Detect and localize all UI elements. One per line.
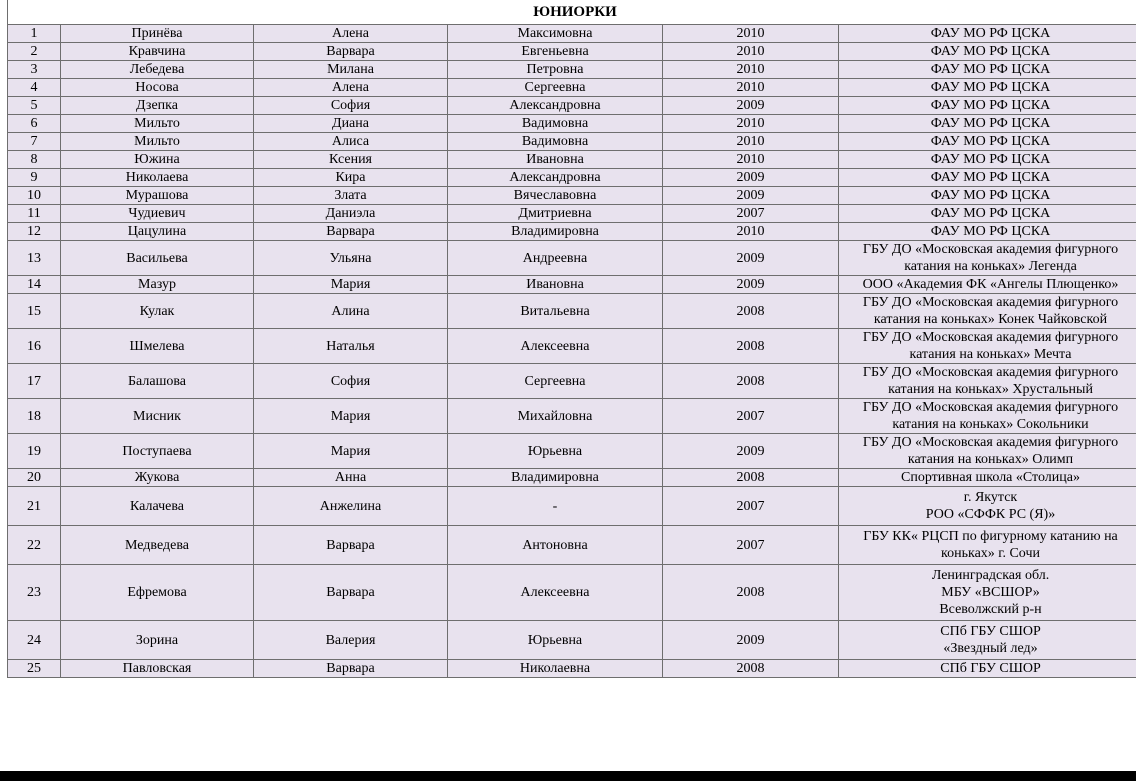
club-cell [839,399,1136,434]
row-number: 24 [8,621,61,660]
table-row [8,565,1136,621]
patronymic-cell: Андреевна [448,241,663,276]
club-cell [839,205,1136,223]
row-number: 20 [8,469,61,487]
name-cell: Даниэла [254,205,448,223]
club-line: катания на коньках» Сокольники [892,417,1089,432]
name-cell: Алена [254,79,448,97]
club-line: ГБУ ДО «Московская академия фигурного [862,295,1119,310]
row-number: 25 [8,660,61,678]
juniors-table [7,0,1136,678]
surname-cell: Мазур [61,276,254,294]
patronymic-cell: Антоновна [448,526,663,565]
patronymic-cell: Сергеевна [448,79,663,97]
club-cell [839,97,1136,115]
table-row [8,660,1136,678]
name-cell: Варвара [254,565,448,621]
row-number: 17 [8,364,61,399]
row-number: 14 [8,276,61,294]
row-number: 15 [8,294,61,329]
patronymic-cell: Михайловна [448,399,663,434]
name-cell: Кира [254,169,448,187]
birth-year-cell: 2010 [663,151,839,169]
title-row [8,0,1136,25]
name-cell: Варвара [254,660,448,678]
name-cell: Валерия [254,621,448,660]
club-cell [839,276,1136,294]
club-cell [839,565,1136,621]
birth-year-cell: 2009 [663,169,839,187]
club-line: ГБУ ДО «Московская академия фигурного [862,330,1119,345]
birth-year-cell: 2009 [663,187,839,205]
club-cell [839,187,1136,205]
row-number: 22 [8,526,61,565]
surname-cell: Жукова [61,469,254,487]
name-cell: Злата [254,187,448,205]
surname-cell: Васильева [61,241,254,276]
club-line: катания на коньках» Олимп [907,452,1074,467]
table-row [8,329,1136,364]
name-cell: Милана [254,61,448,79]
surname-cell: Павловская [61,660,254,678]
name-cell: Алена [254,25,448,43]
birth-year-cell: 2010 [663,223,839,241]
club-line: ГБУ ДО «Московская академия фигурного [862,365,1119,380]
club-line: ФАУ МО РФ ЦСКА [930,44,1051,59]
club-line: катания на коньках» Хрустальный [888,382,1093,397]
row-number: 4 [8,79,61,97]
birth-year-cell: 2009 [663,97,839,115]
club-cell [839,25,1136,43]
club-cell [839,660,1136,678]
table-row [8,434,1136,469]
surname-cell: Носова [61,79,254,97]
name-cell: Мария [254,434,448,469]
club-cell [839,434,1136,469]
birth-year-cell: 2010 [663,25,839,43]
name-cell: Ульяна [254,241,448,276]
club-cell [839,223,1136,241]
club-cell [839,43,1136,61]
table-row [8,399,1136,434]
row-number: 1 [8,25,61,43]
row-number: 13 [8,241,61,276]
club-line: коньках» г. Сочи [941,546,1040,561]
club-line: ГБУ ДО «Московская академия фигурного [862,435,1119,450]
name-cell: Алина [254,294,448,329]
club-cell [839,329,1136,364]
name-cell: Мария [254,276,448,294]
club-line: ФАУ МО РФ ЦСКА [930,152,1051,167]
club-cell [839,133,1136,151]
club-line: катания на коньках» Конек Чайковской [873,312,1108,327]
patronymic-cell: Вадимовна [448,115,663,133]
table-row [8,25,1136,43]
name-cell: Ксения [254,151,448,169]
club-cell [839,241,1136,276]
club-cell [839,169,1136,187]
surname-cell: Лебедева [61,61,254,79]
table-row [8,79,1136,97]
club-cell [839,294,1136,329]
birth-year-cell: 2008 [663,329,839,364]
surname-cell: Кулак [61,294,254,329]
row-number: 12 [8,223,61,241]
surname-cell: Дзепка [61,97,254,115]
club-cell [839,61,1136,79]
club-line: Ленинградская обл. [931,568,1050,583]
birth-year-cell: 2008 [663,294,839,329]
table-row [8,115,1136,133]
birth-year-cell: 2008 [663,565,839,621]
name-cell: Анжелина [254,487,448,526]
birth-year-cell: 2008 [663,660,839,678]
club-cell [839,621,1136,660]
club-line: катания на коньках» Мечта [909,347,1072,362]
surname-cell: Мильто [61,115,254,133]
row-number: 9 [8,169,61,187]
birth-year-cell: 2010 [663,61,839,79]
patronymic-cell: - [448,487,663,526]
club-line: «Звездный лед» [943,641,1038,656]
birth-year-cell: 2010 [663,43,839,61]
birth-year-cell: 2010 [663,133,839,151]
table-title: ЮНИОРКИ [8,0,1136,25]
surname-cell: Южина [61,151,254,169]
surname-cell: Мильто [61,133,254,151]
table-row [8,169,1136,187]
birth-year-cell: 2008 [663,469,839,487]
club-cell [839,115,1136,133]
row-number: 5 [8,97,61,115]
patronymic-cell: Дмитриевна [448,205,663,223]
patronymic-cell: Ивановна [448,276,663,294]
surname-cell: Мисник [61,399,254,434]
club-line: Спортивная школа «Столица» [901,470,1080,485]
club-line: ФАУ МО РФ ЦСКА [930,170,1051,185]
club-line: МБУ «ВСШОР» [941,585,1040,600]
name-cell: София [254,364,448,399]
table-row [8,133,1136,151]
club-cell [839,487,1136,526]
birth-year-cell: 2009 [663,434,839,469]
surname-cell: Калачева [61,487,254,526]
birth-year-cell: 2007 [663,205,839,223]
club-line: ГБУ ДО «Московская академия фигурного [862,400,1119,415]
patronymic-cell: Юрьевна [448,621,663,660]
table-row [8,621,1136,660]
birth-year-cell: 2007 [663,526,839,565]
row-number: 6 [8,115,61,133]
patronymic-cell: Николаевна [448,660,663,678]
name-cell: Наталья [254,329,448,364]
surname-cell: Мурашова [61,187,254,205]
row-number: 11 [8,205,61,223]
name-cell: Алиса [254,133,448,151]
patronymic-cell: Алексеевна [448,329,663,364]
table-row [8,187,1136,205]
surname-cell: Николаева [61,169,254,187]
patronymic-cell: Юрьевна [448,434,663,469]
table-row [8,294,1136,329]
club-cell [839,526,1136,565]
row-number: 23 [8,565,61,621]
table-row [8,223,1136,241]
birth-year-cell: 2010 [663,79,839,97]
table-row [8,469,1136,487]
club-line: РОО «СФФК РС (Я)» [925,507,1056,522]
club-line: ГБУ КК« РЦСП по фигурному катанию на [863,529,1118,544]
birth-year-cell: 2007 [663,487,839,526]
club-cell [839,469,1136,487]
surname-cell: Поступаева [61,434,254,469]
club-line: СПб ГБУ СШОР [940,624,1041,639]
club-line: ФАУ МО РФ ЦСКА [930,26,1051,41]
table-row [8,487,1136,526]
club-line: катания на коньках» Легенда [904,259,1077,274]
club-line: ФАУ МО РФ ЦСКА [930,116,1051,131]
surname-cell: Цацулина [61,223,254,241]
row-number: 18 [8,399,61,434]
row-number: 2 [8,43,61,61]
patronymic-cell: Ивановна [448,151,663,169]
table-row [8,276,1136,294]
name-cell: Диана [254,115,448,133]
patronymic-cell: Вадимовна [448,133,663,151]
club-line: ГБУ ДО «Московская академия фигурного [862,242,1119,257]
table-row [8,526,1136,565]
club-line: ФАУ МО РФ ЦСКА [930,224,1051,239]
name-cell: Варвара [254,43,448,61]
club-line: СПб ГБУ СШОР [940,661,1041,676]
patronymic-cell: Александровна [448,169,663,187]
row-number: 19 [8,434,61,469]
birth-year-cell: 2009 [663,621,839,660]
birth-year-cell: 2007 [663,399,839,434]
club-line: ФАУ МО РФ ЦСКА [930,206,1051,221]
surname-cell: Зорина [61,621,254,660]
surname-cell: Принёва [61,25,254,43]
club-line: ФАУ МО РФ ЦСКА [930,134,1051,149]
club-line: ФАУ МО РФ ЦСКА [930,98,1051,113]
patronymic-cell: Владимировна [448,469,663,487]
table-row [8,43,1136,61]
name-cell: Анна [254,469,448,487]
birth-year-cell: 2009 [663,241,839,276]
surname-cell: Кравчина [61,43,254,61]
table-body [8,25,1136,678]
row-number: 16 [8,329,61,364]
row-number: 3 [8,61,61,79]
row-number: 21 [8,487,61,526]
table-row [8,97,1136,115]
surname-cell: Шмелева [61,329,254,364]
name-cell: Варвара [254,526,448,565]
patronymic-cell: Максимовна [448,25,663,43]
patronymic-cell: Вячеславовна [448,187,663,205]
table-row [8,205,1136,223]
club-cell [839,364,1136,399]
surname-cell: Ефремова [61,565,254,621]
name-cell: Мария [254,399,448,434]
patronymic-cell: Евгеньевна [448,43,663,61]
row-number: 8 [8,151,61,169]
row-number: 7 [8,133,61,151]
club-line: ФАУ МО РФ ЦСКА [930,62,1051,77]
patronymic-cell: Сергеевна [448,364,663,399]
name-cell: Варвара [254,223,448,241]
patronymic-cell: Витальевна [448,294,663,329]
surname-cell: Медведева [61,526,254,565]
birth-year-cell: 2008 [663,364,839,399]
birth-year-cell: 2010 [663,115,839,133]
patronymic-cell: Алексеевна [448,565,663,621]
surname-cell: Балашова [61,364,254,399]
row-number: 10 [8,187,61,205]
name-cell: София [254,97,448,115]
table-row [8,241,1136,276]
table-row [8,151,1136,169]
patronymic-cell: Владимировна [448,223,663,241]
club-cell [839,79,1136,97]
birth-year-cell: 2009 [663,276,839,294]
table-row [8,364,1136,399]
club-cell [839,151,1136,169]
table-row [8,61,1136,79]
club-line: г. Якутск [963,490,1018,505]
club-line: ФАУ МО РФ ЦСКА [930,188,1051,203]
club-line: Всеволжский р-н [939,602,1042,617]
club-line: ООО «Академия ФК «Ангелы Плющенко» [862,277,1119,292]
patronymic-cell: Петровна [448,61,663,79]
club-line: ФАУ МО РФ ЦСКА [930,80,1051,95]
surname-cell: Чудиевич [61,205,254,223]
bottom-bar [0,771,1136,781]
patronymic-cell: Александровна [448,97,663,115]
